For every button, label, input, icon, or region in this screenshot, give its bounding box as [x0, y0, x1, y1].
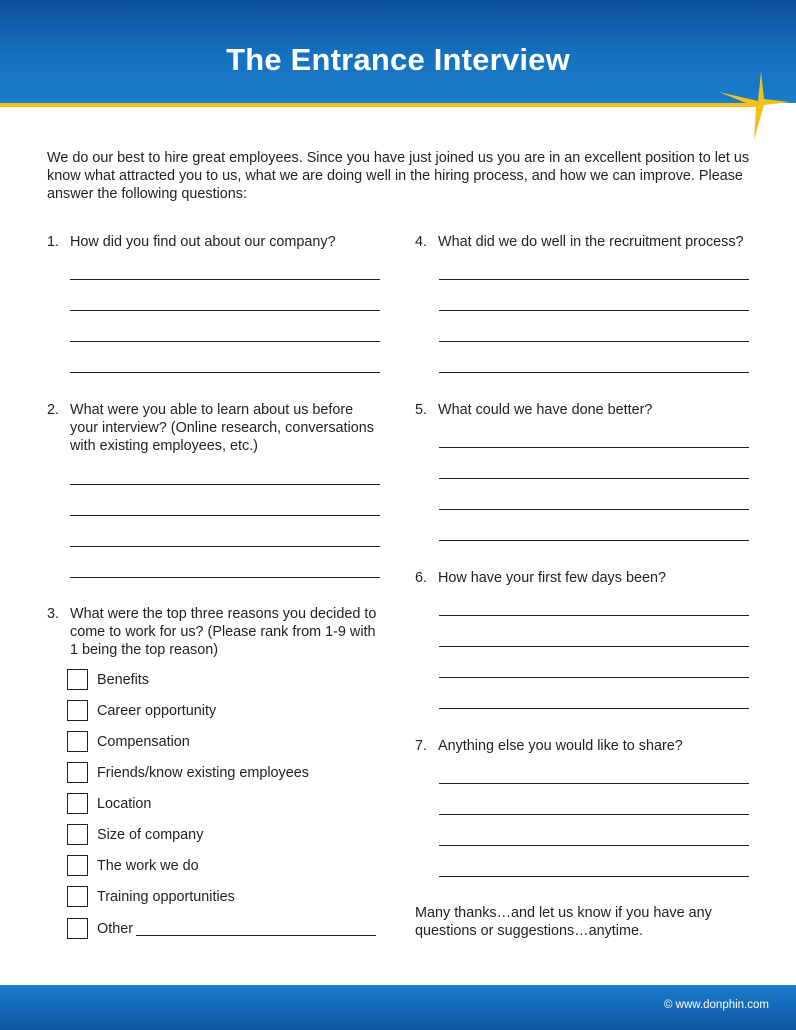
question-text: What could we have done better? — [438, 402, 653, 418]
checkbox-label: Benefits — [97, 672, 149, 688]
checkbox[interactable] — [67, 762, 88, 783]
answer-line[interactable] — [439, 814, 749, 815]
checkbox-label: Location — [97, 796, 152, 812]
answer-line[interactable] — [70, 484, 380, 485]
question-text: What were the top three reasons you decided to come to work for us? (Please rank from 1-9 with 1 being the top reason) — [70, 606, 377, 658]
header-banner — [0, 0, 796, 103]
answer-line[interactable] — [439, 708, 749, 709]
checkbox[interactable] — [67, 918, 88, 939]
question-text: Anything else you would like to share? — [438, 738, 683, 754]
answer-line[interactable] — [439, 447, 749, 448]
question-number: 2. — [47, 402, 60, 418]
answer-line[interactable] — [70, 341, 380, 342]
question-number: 3. — [47, 606, 60, 622]
answer-line[interactable] — [70, 515, 380, 516]
checkbox-label: Friends/know existing employees — [97, 765, 309, 781]
question-text: What did we do well in the recruitment process? — [438, 234, 744, 250]
answer-line[interactable] — [439, 615, 749, 616]
checkbox[interactable] — [67, 700, 88, 721]
footer-banner — [0, 985, 796, 1030]
question-number: 5. — [415, 402, 428, 418]
question-text: What were you able to learn about us before your interview? (Online research, conversations with existing employees, etc.) — [70, 402, 374, 454]
question-text: How did you find out about our company? — [70, 234, 336, 250]
header-accent-stripe — [0, 103, 760, 107]
answer-line[interactable] — [70, 279, 380, 280]
star-shape — [719, 72, 790, 140]
checkbox[interactable] — [67, 731, 88, 752]
checkbox-label: Size of company — [97, 827, 204, 843]
answer-line[interactable] — [439, 279, 749, 280]
answer-line[interactable] — [439, 876, 749, 877]
answer-line[interactable] — [70, 372, 380, 373]
answer-line[interactable] — [439, 783, 749, 784]
checkbox-label: Other — [97, 921, 133, 937]
question-number: 6. — [415, 570, 428, 586]
answer-line[interactable] — [439, 341, 749, 342]
answer-line[interactable] — [439, 845, 749, 846]
checkbox-label: Training opportunities — [97, 889, 235, 905]
checkbox[interactable] — [67, 793, 88, 814]
checkbox-label: Compensation — [97, 734, 190, 750]
answer-line[interactable] — [70, 310, 380, 311]
checkbox-label: Career opportunity — [97, 703, 217, 719]
answer-line[interactable] — [439, 372, 749, 373]
answer-line[interactable] — [439, 677, 749, 678]
checkbox[interactable] — [67, 824, 88, 845]
question-number: 7. — [415, 738, 428, 754]
answer-line[interactable] — [439, 509, 749, 510]
page-title: The Entrance Interview — [226, 42, 570, 77]
checkbox[interactable] — [67, 669, 88, 690]
checkbox[interactable] — [67, 855, 88, 876]
checkbox[interactable] — [67, 886, 88, 907]
answer-line[interactable] — [439, 540, 749, 541]
intro-paragraph: We do our best to hire great employees. Since you have just joined us you are in an excellent position to let us know what attracted you to us, what we are doing well in the hiring process, and how we can improve. Please answer the following questions: — [47, 150, 750, 202]
checkbox-label: The work we do — [97, 858, 199, 874]
thank-you-note: Many thanks…and let us know if you have any questions or suggestions…anytime. — [415, 905, 712, 939]
other-answer-line[interactable] — [136, 935, 376, 936]
question-number: 1. — [47, 234, 60, 250]
copyright-text: © www.donphin.com — [664, 999, 769, 1011]
reason-other[interactable] — [67, 918, 387, 942]
question-number: 4. — [415, 234, 428, 250]
question-text: How have your first few days been? — [438, 570, 666, 586]
star-icon — [714, 72, 790, 140]
answer-line[interactable] — [70, 546, 380, 547]
answer-line[interactable] — [439, 646, 749, 647]
answer-line[interactable] — [70, 577, 380, 578]
answer-line[interactable] — [439, 310, 749, 311]
answer-line[interactable] — [439, 478, 749, 479]
